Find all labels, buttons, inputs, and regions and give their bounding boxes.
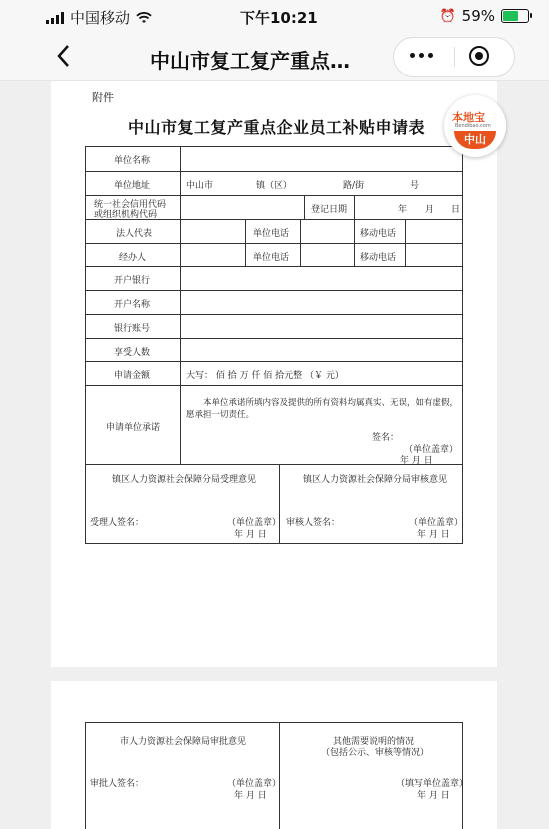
- label-unit-name: 单位名称: [114, 156, 151, 166]
- col-divider: [180, 146, 181, 464]
- status-right: [439, 7, 529, 25]
- row-divider: [85, 338, 463, 339]
- wifi-icon: [136, 12, 152, 24]
- label-mobile-2: 移动电话: [360, 253, 397, 263]
- battery-label: 59%: [461, 7, 495, 25]
- table2-border-left: [85, 722, 86, 829]
- label-legal-rep: 法人代表: [116, 229, 153, 239]
- label-account-no: 银行账号: [114, 324, 151, 334]
- label-recipients: 享受人数: [114, 348, 151, 358]
- label-credit-code-2: 或组织机构代码: [94, 210, 158, 220]
- town-review-opinion: 镇区人力资源社会保障分局审核意见: [303, 475, 448, 485]
- acceptor-sign: 受理人签名：: [90, 518, 145, 528]
- label-account-name: 开户名称: [114, 300, 151, 310]
- col-divider: [304, 195, 305, 219]
- table-border-left: [85, 146, 86, 544]
- badge-brand: 本地宝: [452, 111, 485, 124]
- label-unit-address: 单位地址: [114, 181, 151, 191]
- amount-line: 大写： 佰 拾 万 仟 佰 拾元整 （￥ 元）: [186, 371, 344, 381]
- nav-bar: [0, 34, 549, 81]
- label-bank: 开户银行: [114, 276, 151, 286]
- bendibao-badge[interactable]: [444, 95, 506, 167]
- address-town: 镇（区）: [256, 181, 293, 191]
- status-time: 下午10:21: [240, 9, 318, 27]
- reviewer-seal: （单位盖章）: [409, 518, 464, 528]
- address-no: 号: [410, 181, 420, 191]
- col-divider: [245, 219, 246, 266]
- mini-program-capsule: [393, 37, 515, 77]
- label-unit-phone: 单位电话: [253, 229, 290, 239]
- commitment-text-2: 愿承担一切责任。: [186, 410, 255, 420]
- col-divider: [354, 219, 355, 266]
- table-border-top: [85, 146, 463, 147]
- more-icon[interactable]: [410, 53, 433, 58]
- commitment-text-1: 本单位承诺所填内容及提供的所有资料均属真实、无误，如有虚假，: [203, 398, 459, 408]
- fill-seal: （填写单位盖章）: [396, 779, 469, 789]
- col-divider: [300, 219, 301, 266]
- acceptor-seal: （单位盖章）: [227, 518, 282, 528]
- label-reg-date: 登记日期: [311, 205, 348, 215]
- date-day: 日: [451, 205, 461, 215]
- row-divider: [85, 266, 463, 267]
- label-commitment: 申请单位承诺: [106, 423, 161, 433]
- close-target-icon[interactable]: [468, 45, 490, 67]
- table2-border-top: [85, 722, 463, 723]
- date-year: 年: [398, 205, 408, 215]
- form-title: 中山市复工复产重点企业员工补贴申请表: [128, 118, 426, 137]
- row-divider: [85, 385, 463, 386]
- back-icon[interactable]: [56, 44, 70, 68]
- label-unit-phone-2: 单位电话: [253, 253, 290, 263]
- table-border-bottom: [85, 543, 463, 544]
- row-divider: [85, 171, 463, 172]
- document-page-2: [51, 681, 497, 829]
- table-border-right: [462, 146, 463, 544]
- city-approve-opinion: 市人力资源社会保障局审批意见: [120, 737, 247, 747]
- ymd-label: 年 月 日: [400, 456, 433, 466]
- approver-ymd: 年 月 日: [234, 791, 267, 801]
- row-divider: [85, 361, 463, 362]
- address-city: 中山市: [186, 181, 214, 191]
- badge-domain: Bendibao.com: [455, 123, 491, 129]
- reviewer-sign: 审核人签名：: [286, 518, 341, 528]
- label-mobile: 移动电话: [360, 229, 397, 239]
- sign-label: 签名：: [372, 433, 400, 443]
- acceptor-ymd: 年 月 日: [234, 530, 267, 540]
- signal-icon: [46, 12, 64, 24]
- row-divider: [85, 290, 463, 291]
- row-divider: [85, 195, 463, 196]
- town-accept-opinion: 镇区人力资源社会保障分局受理意见: [112, 475, 257, 485]
- col-divider: [279, 464, 280, 544]
- seal-label: （单位盖章）: [404, 445, 459, 455]
- fill-ymd: 年 月 日: [417, 791, 450, 801]
- battery-icon: [501, 9, 529, 23]
- alarm-icon: ⏰: [439, 8, 456, 24]
- nav-title: 中山市复工复产重点…: [150, 49, 350, 73]
- other-notes-sub: （包括公示、审核等情况）: [321, 748, 430, 758]
- attachment-label: 附件: [92, 91, 114, 104]
- label-credit-code-1: 统一社会信用代码: [94, 200, 167, 210]
- status-bar: [0, 0, 549, 34]
- capsule-divider: [454, 47, 455, 67]
- approver-sign: 审批人签名：: [90, 779, 145, 789]
- col-divider: [405, 219, 406, 266]
- other-notes-title: 其他需要说明的情况: [333, 737, 415, 747]
- reviewer-ymd: 年 月 日: [417, 530, 450, 540]
- row-divider: [85, 314, 463, 315]
- col-divider: [354, 195, 355, 219]
- carrier-label: 中国移动: [70, 9, 131, 27]
- date-month: 月: [425, 205, 435, 215]
- label-handler: 经办人: [119, 253, 147, 263]
- badge-city: 中山: [454, 131, 496, 149]
- approver-seal: （单位盖章）: [227, 779, 282, 789]
- address-road: 路/街: [343, 181, 365, 191]
- label-amount: 申请金额: [114, 371, 151, 381]
- status-left: [46, 7, 152, 28]
- row-divider: [85, 243, 463, 244]
